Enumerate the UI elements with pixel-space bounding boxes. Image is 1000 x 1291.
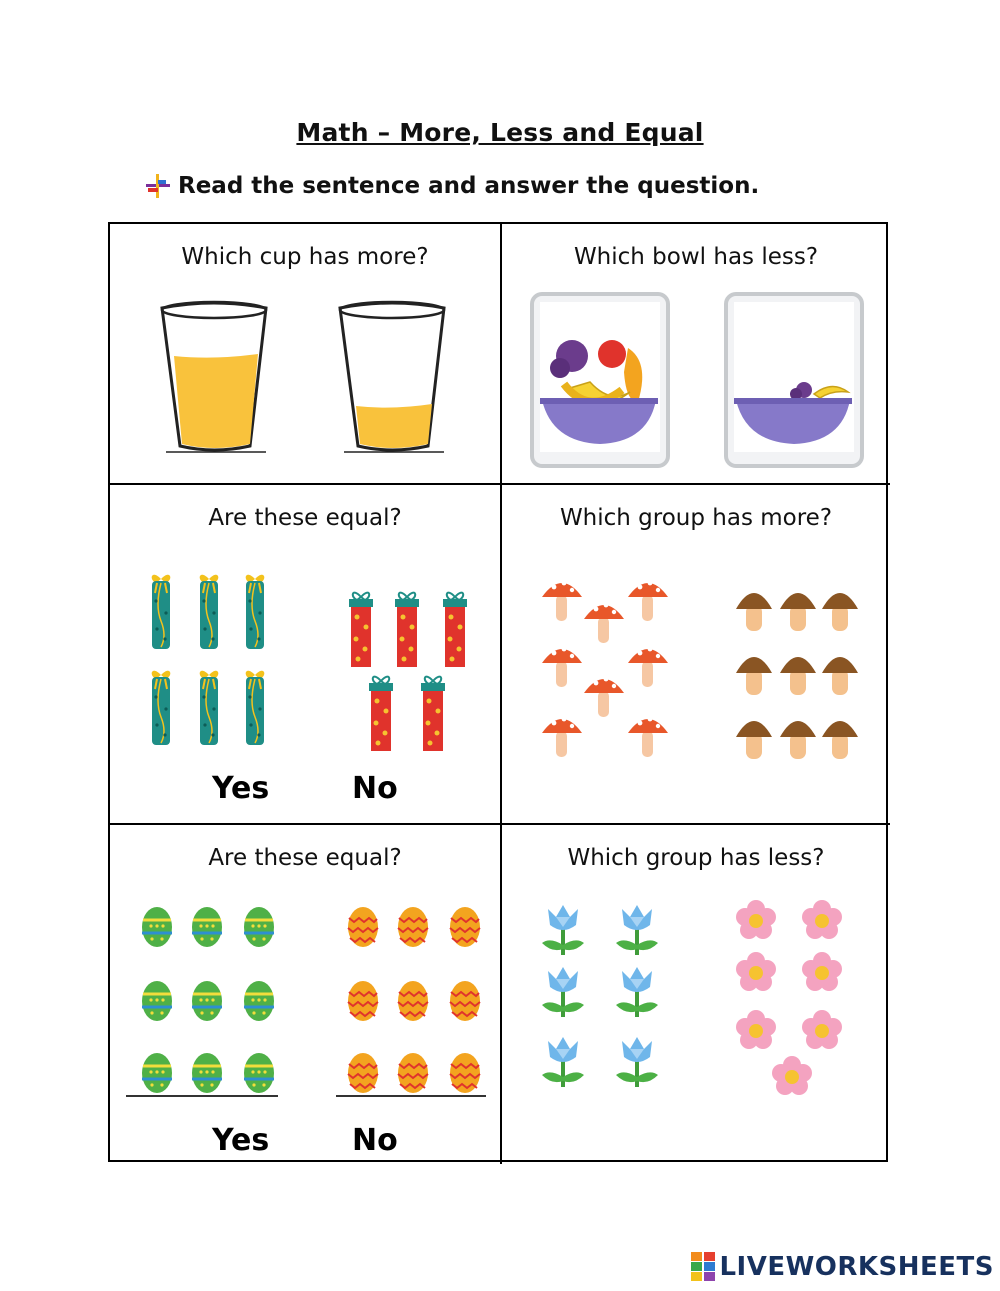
- teal-gift-icon: [240, 571, 270, 651]
- red-mushroom-icon: [540, 575, 584, 623]
- teal-gift-icon: [146, 667, 176, 747]
- orange-easter-egg-icon: [346, 1051, 380, 1095]
- brown-mushroom-group: [734, 585, 864, 765]
- blue-tulip-icon: [612, 1035, 662, 1089]
- teal-gift-icon: [194, 571, 224, 651]
- blue-tulip-icon: [538, 965, 588, 1019]
- green-egg-group: [140, 905, 280, 1105]
- red-mushroom-icon: [626, 641, 670, 689]
- red-gift-icon: [392, 589, 422, 669]
- brown-mushroom-icon: [734, 585, 774, 633]
- brand-name: LIVEWORKSHEETS: [719, 1252, 994, 1282]
- question-bowls: [500, 224, 890, 485]
- orange-egg-group: [346, 905, 486, 1105]
- question-gifts-equal: [110, 485, 500, 825]
- brown-mushroom-icon: [820, 713, 860, 761]
- brown-mushroom-icon: [778, 713, 818, 761]
- blue-tulip-icon: [538, 1035, 588, 1089]
- teal-gift-icon: [240, 667, 270, 747]
- brown-mushroom-icon: [734, 713, 774, 761]
- page-title: Math – More, Less and Equal: [296, 118, 704, 147]
- red-mushroom-icon: [540, 641, 584, 689]
- red-mushroom-group: [540, 575, 700, 765]
- pink-flower-icon: [800, 1009, 844, 1053]
- red-gift-icon: [346, 589, 376, 669]
- teal-gift-icon: [194, 667, 224, 747]
- pink-flower-icon: [734, 1009, 778, 1053]
- orange-easter-egg-icon: [448, 905, 482, 949]
- divider-line: [126, 1095, 278, 1097]
- green-easter-egg-icon: [140, 1051, 174, 1095]
- brand-logo[interactable]: [691, 1252, 994, 1282]
- red-mushroom-icon: [626, 575, 670, 623]
- pink-flower-group: [734, 899, 874, 1099]
- red-gift-icon: [366, 673, 396, 753]
- question-cups: [110, 224, 500, 485]
- brown-mushroom-icon: [820, 585, 860, 633]
- brown-mushroom-icon: [734, 649, 774, 697]
- pink-flower-icon: [734, 899, 778, 943]
- question-text: Which cup has more?: [181, 244, 429, 270]
- orange-easter-egg-icon: [346, 905, 380, 949]
- orange-easter-egg-icon: [396, 905, 430, 949]
- pink-flower-icon: [800, 951, 844, 995]
- juice-glass-icon[interactable]: [154, 298, 274, 458]
- red-mushroom-icon: [582, 597, 626, 645]
- orange-easter-egg-icon: [396, 1051, 430, 1095]
- answer-no[interactable]: No: [352, 1123, 398, 1158]
- blue-tulip-icon: [538, 903, 588, 957]
- answer-yes[interactable]: Yes: [212, 771, 270, 806]
- worksheet-grid: [108, 222, 888, 1162]
- brown-mushroom-icon: [778, 585, 818, 633]
- red-gift-icon: [440, 589, 470, 669]
- blue-tulip-icon: [612, 965, 662, 1019]
- orange-easter-egg-icon: [346, 979, 380, 1023]
- pink-flower-icon: [800, 899, 844, 943]
- question-mushrooms: [500, 485, 890, 825]
- question-text: Are these equal?: [208, 845, 402, 871]
- green-easter-egg-icon: [140, 905, 174, 949]
- instruction-text: Read the sentence and answer the question.: [178, 173, 760, 199]
- question-text: Which bowl has less?: [573, 244, 819, 270]
- divider-line: [336, 1095, 486, 1097]
- red-mushroom-icon: [626, 711, 670, 759]
- answer-yes[interactable]: Yes: [212, 1123, 270, 1158]
- liveworksheets-logo-icon: [691, 1252, 715, 1282]
- green-easter-egg-icon: [242, 979, 276, 1023]
- red-gift-group: [346, 589, 486, 759]
- fruit-bowl-icon[interactable]: [530, 292, 670, 468]
- juice-glass-icon[interactable]: [332, 298, 452, 458]
- red-gift-icon: [418, 673, 448, 753]
- red-mushroom-icon: [540, 711, 584, 759]
- brown-mushroom-icon: [778, 649, 818, 697]
- pink-flower-icon: [770, 1055, 814, 1099]
- question-text: Are these equal?: [208, 505, 402, 531]
- answer-no[interactable]: No: [352, 771, 398, 806]
- question-text: Which group has less?: [567, 845, 825, 871]
- blue-tulip-group: [538, 903, 668, 1103]
- green-easter-egg-icon: [190, 1051, 224, 1095]
- orange-easter-egg-icon: [396, 979, 430, 1023]
- green-easter-egg-icon: [190, 979, 224, 1023]
- question-text: Which group has more?: [559, 505, 833, 531]
- fruit-bowl-icon[interactable]: [724, 292, 864, 468]
- green-easter-egg-icon: [242, 905, 276, 949]
- blue-tulip-icon: [612, 903, 662, 957]
- question-eggs-equal: [110, 825, 500, 1164]
- pink-flower-icon: [734, 951, 778, 995]
- instruction: [144, 172, 759, 200]
- brown-mushroom-icon: [820, 649, 860, 697]
- orange-easter-egg-icon: [448, 979, 482, 1023]
- teal-gift-group: [146, 571, 276, 751]
- teal-gift-icon: [146, 571, 176, 651]
- green-easter-egg-icon: [190, 905, 224, 949]
- green-easter-egg-icon: [140, 979, 174, 1023]
- colored-cross-bullet-icon: [144, 172, 172, 200]
- question-flowers: [500, 825, 890, 1164]
- green-easter-egg-icon: [242, 1051, 276, 1095]
- orange-easter-egg-icon: [448, 1051, 482, 1095]
- red-mushroom-icon: [582, 671, 626, 719]
